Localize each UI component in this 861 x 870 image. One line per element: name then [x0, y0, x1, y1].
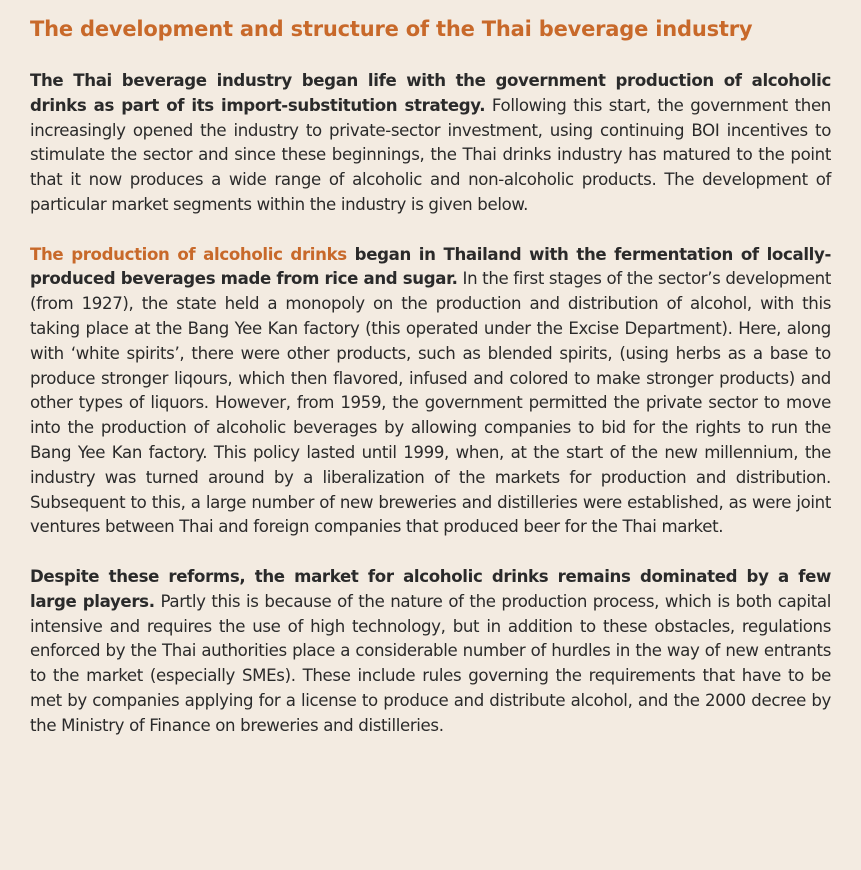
- paragraph-market-dominance-body: Partly this is because of the nature of the production process, which is both capital intensive and requires the use of high technology, but in addition to these obstacles, regulations enforced by the Thai authorities place a considerable number of hurdles in the way of new entrants to the market (especially SMEs). These include rules governing the requirements that have to be met by companies applying for a license to produce and distribute alcohol, and the 2000 decree by the Ministry of Finance on breweries and distilleries.: [30, 591, 831, 735]
- paragraph-intro-lead: The Thai beverage industry began life with the government production of alcoholic drinks as part of its import-substitution strategy.: [30, 71, 831, 115]
- paragraph-intro-body: Following this start, the government then increasingly opened the industry to private-sector investment, using continuing BOI incentives to stimulate the sector and since these beginnings, the Thai drinks industry has matured to the point that it now produces a wide range of alcoholic and non-alcoholic products. The development of particular market segments within the industry is given below.: [30, 95, 831, 214]
- paragraph-market-dominance: [30, 565, 831, 739]
- paragraph-alcoholic-production-accent: The production of alcoholic drinks: [30, 244, 347, 264]
- paragraph-alcoholic-production-body: In the first stages of the sector’s development (from 1927), the state held a monopoly on the production and distribution of alcohol, with this taking place at the Bang Yee Kan factory (this operated under the Excise Department). Here, along with ‘white spirits’, there were other products, such as blended spirits, (using herbs as a base to produce stronger liqours, which then flavored, infused and colored to make stronger products) and other types of liquors. However, from 1959, the government permitted the private sector to move into the production of alcoholic beverages by allowing companies to bid for the rights to run the Bang Yee Kan factory. This policy lasted until 1999, when, at the start of the new millennium, the industry was turned around by a liberalization of the markets for production and distribution. Subsequent to this, a large number of new breweries and distilleries were established, as were joint ventures between Thai and foreign companies that produced beer for the Thai market.: [30, 269, 831, 537]
- paragraph-alcoholic-production-lead: began in Thailand with the fermentation of locally-produced beverages made from rice and sugar.: [30, 244, 831, 289]
- page-title: The development and structure of the Thai beverage industry: [30, 17, 753, 41]
- paragraph-intro: [30, 69, 831, 218]
- paragraph-alcoholic-production: [30, 243, 831, 541]
- paragraph-market-dominance-lead: Despite these reforms, the market for alcoholic drinks remains dominated by a few large players.: [30, 566, 831, 611]
